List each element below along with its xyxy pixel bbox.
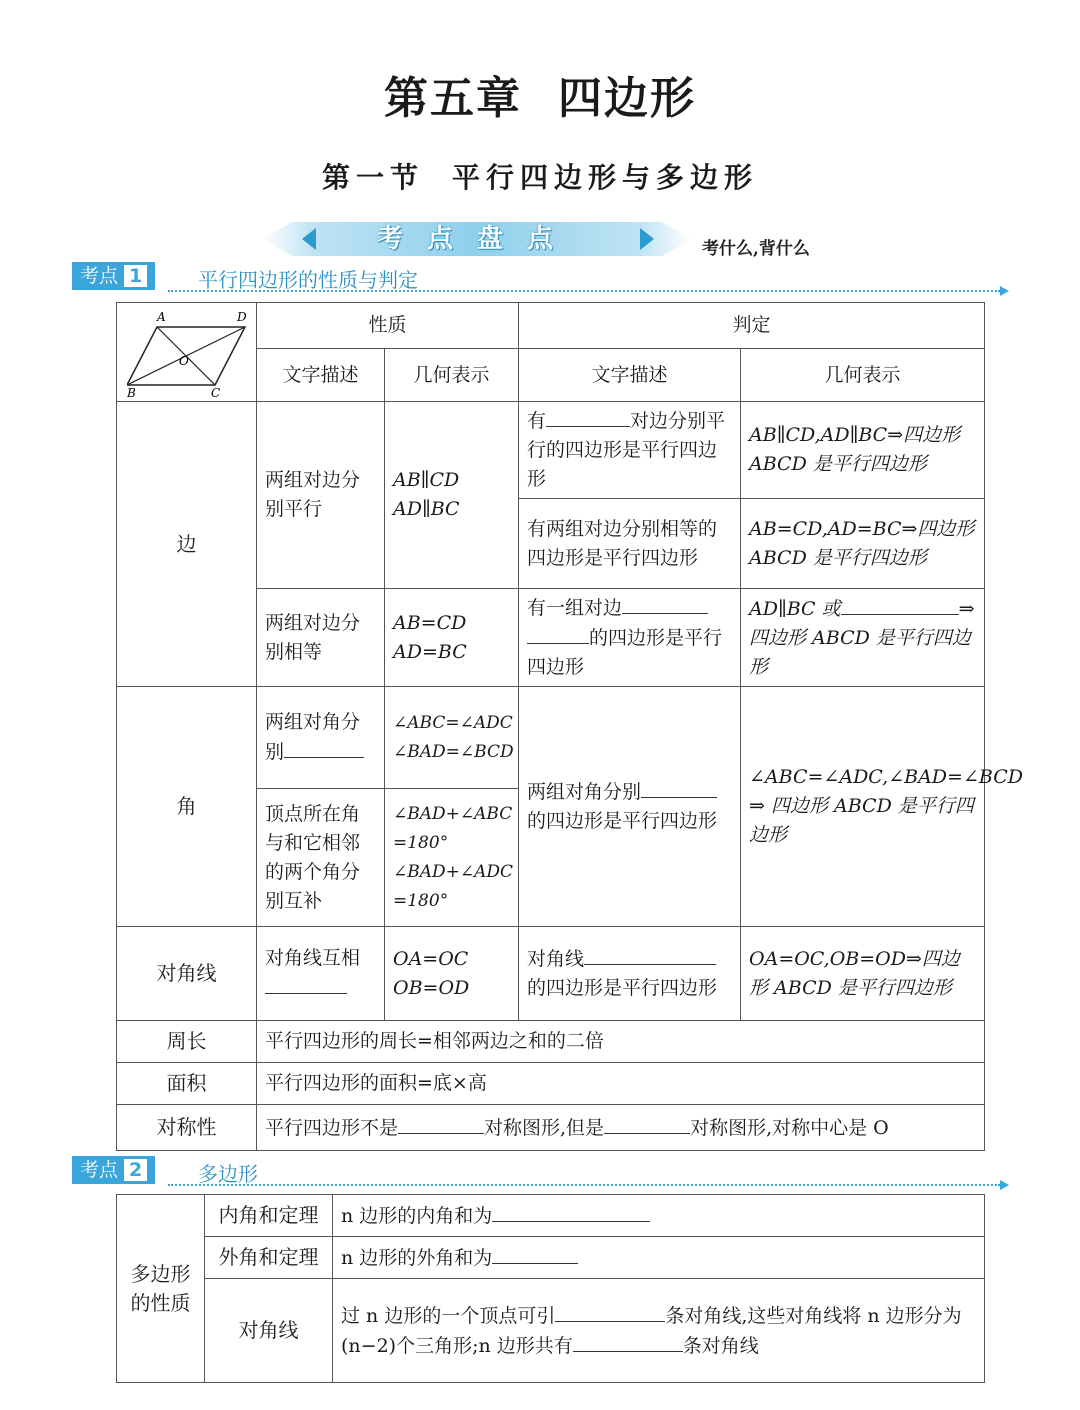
header-text-desc: 文字描述 bbox=[257, 349, 385, 402]
diag-prop-text: 对角线互相 bbox=[257, 927, 385, 1021]
row-angle-label: 角 bbox=[117, 687, 257, 927]
blank-6 bbox=[641, 777, 717, 798]
section-heading bbox=[0, 156, 1080, 196]
blank-5 bbox=[284, 737, 364, 758]
blank-12 bbox=[492, 1243, 578, 1264]
kp2-title: 多边形 bbox=[198, 1162, 258, 1186]
kp1-title: 平行四边形的性质与判定 bbox=[198, 268, 418, 292]
header-judge: 判定 bbox=[519, 303, 985, 349]
symmetry-text: 平行四边形不是 对称图形,但是 对称图形,对称中心是 O bbox=[257, 1105, 985, 1151]
kp2-badge-num: 2 bbox=[124, 1159, 147, 1181]
header-property: 性质 bbox=[257, 303, 519, 349]
diag-judge-text: 对角线的四边形是平行四边形 bbox=[519, 927, 741, 1021]
kp2-arrow-icon bbox=[1000, 1180, 1009, 1190]
polygon-table bbox=[116, 1194, 985, 1383]
side-judge1-geo: AB∥CD,AD∥BC⇒四边形 ABCD 是平行四边形 bbox=[741, 402, 985, 499]
diag-prop-geo: OA=OC OB=OD bbox=[385, 927, 519, 1021]
section-title: 平行四边形与多边形 bbox=[452, 161, 759, 194]
diag-judge-geo: OA=OC,OB=OD⇒四边形 ABCD 是平行四边形 bbox=[741, 927, 985, 1021]
side-prop1-text: 两组对边分别平行 bbox=[257, 402, 385, 589]
side-judge2-text: 有两组对边分别相等的四边形是平行四边形 bbox=[519, 499, 741, 589]
parallelogram-figure bbox=[127, 307, 247, 397]
blank-9 bbox=[398, 1113, 484, 1134]
blank-1 bbox=[546, 406, 630, 427]
header-geo-rep-2: 几何表示 bbox=[741, 349, 985, 402]
polygon-group-label: 多边形的性质 bbox=[117, 1195, 205, 1383]
blank-3 bbox=[527, 623, 589, 644]
interior-angle-label: 内角和定理 bbox=[205, 1195, 333, 1237]
blank-8 bbox=[584, 944, 716, 965]
header-text-desc-2: 文字描述 bbox=[519, 349, 741, 402]
label-o: O bbox=[178, 354, 189, 368]
diagonal-label: 对角线 bbox=[205, 1279, 333, 1383]
parallelogram-figure-cell bbox=[117, 303, 257, 402]
row-perimeter-label: 周长 bbox=[117, 1021, 257, 1063]
chapter-heading bbox=[0, 62, 1080, 126]
row-diag-label: 对角线 bbox=[117, 927, 257, 1021]
banner-side-text: 考什么,背什么 bbox=[702, 239, 810, 259]
side-judge1-text: 有 对边分别平行的四边形是平行四边形 bbox=[519, 402, 741, 499]
interior-angle-text: n 边形的内角和为 bbox=[333, 1195, 985, 1237]
properties-table bbox=[116, 302, 1023, 1151]
blank-14 bbox=[573, 1331, 683, 1352]
blank-10 bbox=[604, 1113, 690, 1134]
row-area-label: 面积 bbox=[117, 1063, 257, 1105]
side-judge3-geo: AD∥BC 或 ⇒四边形 ABCD 是平行四边形 bbox=[741, 589, 985, 687]
blank-7 bbox=[265, 973, 347, 994]
exterior-angle-text: n 边形的外角和为 bbox=[333, 1237, 985, 1279]
kp1-divider bbox=[168, 290, 1000, 292]
angle-prop1-text: 两组对角分别 bbox=[257, 687, 385, 789]
section-label: 第一节 bbox=[321, 161, 424, 194]
chapter-title: 四边形 bbox=[558, 73, 696, 124]
angle-prop1-geo: ∠ABC=∠ADC ∠BAD=∠BCD bbox=[385, 687, 519, 789]
kp1-badge-label: 考点 bbox=[80, 265, 119, 287]
kp1-arrow-icon bbox=[1000, 286, 1009, 296]
row-side-label: 边 bbox=[117, 402, 257, 687]
exterior-angle-label: 外角和定理 bbox=[205, 1237, 333, 1279]
angle-prop2-text: 顶点所在角与和它相邻的两个角分别互补 bbox=[257, 789, 385, 927]
diagonal-text: 过 n 边形的一个顶点可引 条对角线,这些对角线将 n 边形分为(n−2)个三角形;n 边形共有 条对角线 bbox=[333, 1279, 985, 1383]
label-b: B bbox=[126, 386, 136, 397]
header-geo-rep: 几何表示 bbox=[385, 349, 519, 402]
side-prop1-geo: AB∥CD AD∥BC bbox=[385, 402, 519, 589]
row-symmetry-label: 对称性 bbox=[117, 1105, 257, 1151]
perimeter-text: 平行四边形的周长=相邻两边之和的二倍 bbox=[257, 1021, 985, 1063]
banner-title: 考点盘点 bbox=[376, 224, 577, 254]
side-prop2-text: 两组对边分别相等 bbox=[257, 589, 385, 687]
blank-4 bbox=[841, 594, 959, 615]
label-a: A bbox=[156, 310, 166, 324]
angle-judge-geo: ∠ABC=∠ADC,∠BAD=∠BCD ⇒ 四边形 ABCD 是平行四边形 bbox=[741, 687, 985, 927]
side-judge2-geo: AB=CD,AD=BC⇒四边形 ABCD 是平行四边形 bbox=[741, 499, 985, 589]
blank-11 bbox=[492, 1201, 650, 1222]
label-c: C bbox=[210, 386, 220, 397]
blank-2 bbox=[622, 593, 708, 614]
kp2-divider bbox=[168, 1184, 1000, 1186]
kp2-badge-label: 考点 bbox=[80, 1159, 119, 1181]
kp2-badge bbox=[72, 1156, 155, 1184]
angle-judge-text: 两组对角分别的四边形是平行四边形 bbox=[519, 687, 741, 927]
angle-prop2-geo: ∠BAD+∠ABC =180° ∠BAD+∠ADC =180° bbox=[385, 789, 519, 927]
chapter-label: 第五章 bbox=[384, 73, 522, 124]
area-text: 平行四边形的面积=底×高 bbox=[257, 1063, 985, 1105]
side-prop2-geo: AB=CD AD=BC bbox=[385, 589, 519, 687]
kp1-badge bbox=[72, 262, 155, 290]
kp1-badge-num: 1 bbox=[124, 265, 147, 287]
blank-13 bbox=[555, 1301, 665, 1322]
label-d: D bbox=[236, 310, 247, 324]
side-judge3-text: 有一组对边的四边形是平行四边形 bbox=[519, 589, 741, 687]
